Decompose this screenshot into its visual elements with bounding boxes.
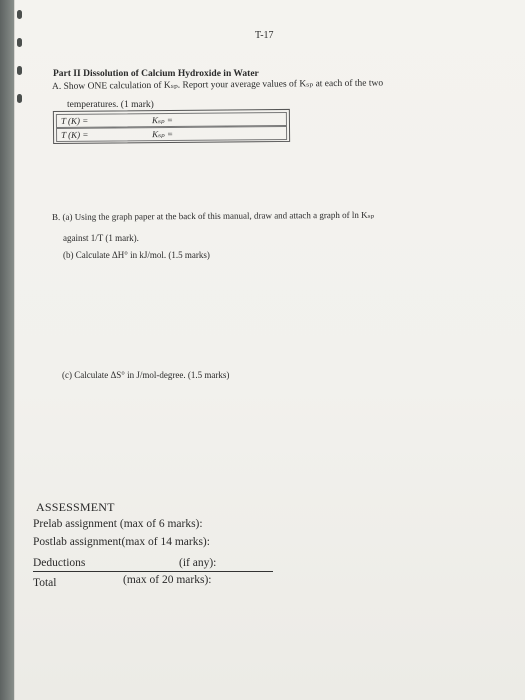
ksp-answer-box <box>53 109 290 144</box>
deductions-underline <box>33 571 273 572</box>
document-page <box>14 0 525 700</box>
question-c-text: (c) Calculate ΔS° in J/mol-degree. (1.5 marks) <box>62 370 230 380</box>
question-b-part-b: (b) Calculate ΔH° in kJ/mol. (1.5 marks) <box>63 250 210 260</box>
binder-hole <box>17 66 22 75</box>
if-any-label: (if any): <box>179 557 217 569</box>
postlab-line: Postlab assignment(max of 14 marks): <box>33 536 210 548</box>
prelab-line: Prelab assignment (max of 6 marks): <box>33 518 203 530</box>
ksp-row <box>56 126 287 142</box>
section-title: Part II Dissolution of Calcium Hydroxide in Water <box>53 69 259 79</box>
binder-hole <box>17 38 22 47</box>
ksp-label: Kₛₚ = <box>152 128 174 140</box>
temperature-label: T (K) = <box>60 115 89 126</box>
binder-hole <box>17 10 22 19</box>
question-b-marks: against 1/T (1 mark). <box>63 233 139 243</box>
binder-hole <box>17 94 22 103</box>
ksp-label: Kₛₚ = <box>151 114 173 126</box>
max-total-label: (max of 20 marks): <box>123 574 212 586</box>
deductions-label: Deductions <box>33 557 86 569</box>
total-label: Total <box>33 577 57 589</box>
assessment-title: ASSESSMENT <box>36 500 115 514</box>
question-a-marks: temperatures. (1 mark) <box>67 100 154 110</box>
question-b-text: B. (a) Using the graph paper at the back of this manual, draw and attach a graph of ln Kₛₚ <box>51 209 375 222</box>
temperature-label: T (K) = <box>61 129 89 140</box>
question-a-text: A. Show ONE calculation of Kₛₚ. Report your average values of Kₛₚ at each of the two <box>51 78 384 92</box>
page-number: T-17 <box>255 30 274 41</box>
